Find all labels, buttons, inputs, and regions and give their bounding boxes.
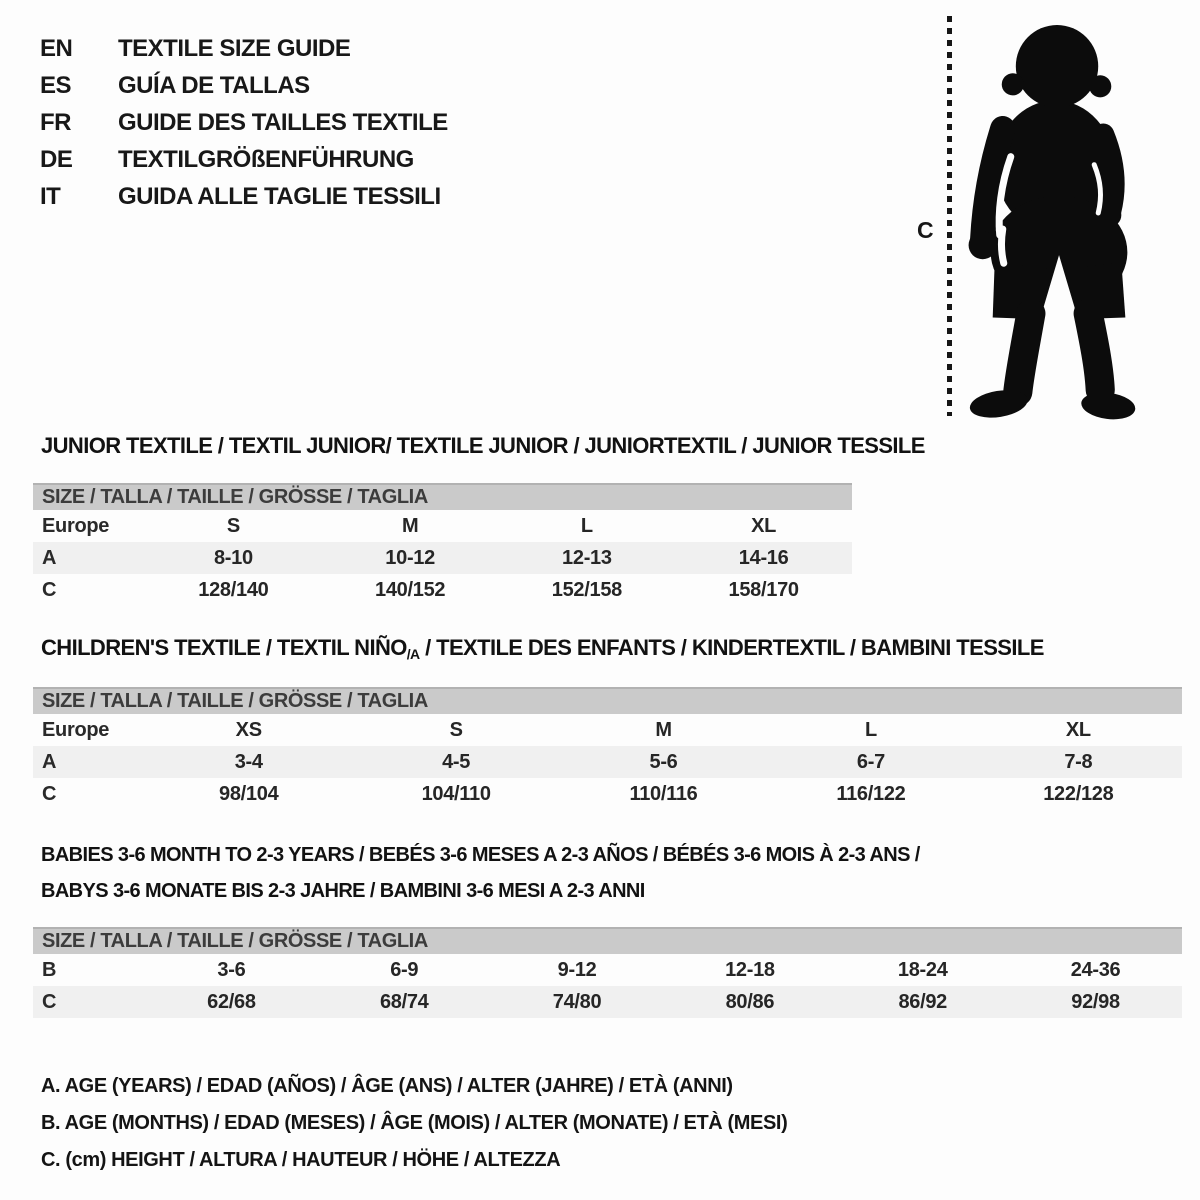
height-cell: 110/116: [629, 782, 698, 805]
row-label: B: [42, 958, 57, 981]
months-cell: 9-12: [557, 958, 597, 981]
size-header-bar: SIZE / TALLA / TAILLE / GRÖSSE / TAGLIA: [33, 483, 852, 510]
junior-size-table: [33, 483, 852, 606]
months-cell: 18-24: [897, 958, 948, 981]
row-label: A: [42, 750, 57, 773]
section-title-junior: JUNIOR TEXTILE / TEXTIL JUNIOR/ TEXTILE JUNIOR / JUNIORTEXTIL / JUNIOR TESSILE: [41, 433, 925, 458]
months-cell: 24-36: [1070, 958, 1121, 981]
size-cell: XS: [235, 718, 262, 741]
age-cell: 7-8: [1064, 750, 1093, 773]
legend: [41, 1068, 787, 1179]
section-title-babies-line2: BABYS 3-6 MONATE BIS 2-3 JAHRE / BAMBINI 3-6 MESI A 2-3 ANNI: [41, 880, 645, 902]
legend-item-b: B. AGE (MONTHS) / EDAD (MESES) / ÂGE (MOIS) / ALTER (MONATE) / ETÀ (MESI): [41, 1112, 788, 1134]
page-title-de: TEXTILGRÖßENFÜHRUNG: [118, 145, 414, 173]
age-cell: 5-6: [649, 750, 678, 773]
months-cell: 12-18: [725, 958, 775, 981]
months-cell: 6-9: [390, 958, 419, 981]
height-measure-label: C: [917, 217, 934, 243]
page-title-fr: GUIDE DES TAILLES TEXTILE: [118, 108, 448, 136]
age-cell: 4-5: [442, 750, 471, 773]
language-code: IT: [40, 182, 61, 210]
height-cell: 116/122: [836, 782, 906, 805]
height-cell: 104/110: [421, 782, 491, 805]
page-title-es: GUÍA DE TALLAS: [118, 71, 310, 99]
row-label: C: [42, 578, 57, 601]
age-cell: 14-16: [738, 546, 789, 569]
height-cell: 86/92: [898, 990, 947, 1013]
size-cell: S: [226, 514, 240, 537]
height-cell: 122/128: [1043, 782, 1114, 805]
title-subscript: /A: [406, 646, 420, 662]
row-label: Europe: [42, 514, 110, 537]
language-row-fr: [40, 104, 448, 141]
language-code: DE: [40, 145, 73, 173]
language-row-es: [40, 67, 448, 104]
table-row-europe: [33, 510, 852, 542]
height-cell: 158/170: [728, 578, 799, 601]
language-code: ES: [40, 71, 72, 99]
height-cell: 152/158: [551, 578, 622, 601]
height-cell: 80/86: [725, 990, 775, 1013]
section-title-babies-line1: BABIES 3-6 MONTH TO 2-3 YEARS / BEBÉS 3-6 MESES A 2-3 AÑOS / BÉBÉS 3-6 MOIS À 2-3 ANS /: [41, 844, 920, 866]
page-title-en: TEXTILE SIZE GUIDE: [118, 34, 351, 62]
size-cell: XL: [1065, 718, 1091, 741]
size-header-bar: SIZE / TALLA / TAILLE / GRÖSSE / TAGLIA: [33, 927, 1182, 954]
language-title-list: [40, 30, 448, 215]
table-row-height: [33, 778, 1182, 810]
height-cell: 98/104: [219, 782, 279, 805]
language-code: EN: [40, 34, 73, 62]
table-row-months: [33, 954, 1182, 986]
section-title-children: [41, 635, 1044, 663]
language-code: FR: [40, 108, 71, 136]
size-cell: L: [580, 514, 593, 537]
page-title-it: GUIDA ALLE TAGLIE TESSILI: [118, 182, 441, 210]
size-header-bar: SIZE / TALLA / TAILLE / GRÖSSE / TAGLIA: [33, 687, 1182, 714]
age-cell: 8-10: [213, 546, 253, 569]
table-row-height: [33, 986, 1182, 1018]
language-row-it: [40, 178, 448, 215]
height-cell: 62/68: [207, 990, 256, 1013]
language-row-de: [40, 141, 448, 178]
legend-item-a: A. AGE (YEARS) / EDAD (AÑOS) / ÂGE (ANS) / ALTER (JAHRE) / ETÀ (ANNI): [41, 1075, 733, 1097]
row-label: A: [42, 546, 57, 569]
height-cell: 74/80: [552, 990, 602, 1013]
table-row-age: [33, 542, 852, 574]
row-label: C: [42, 990, 57, 1013]
legend-item-c: C. (cm) HEIGHT / ALTURA / HAUTEUR / HÖHE / ALTEZZA: [41, 1149, 561, 1171]
table-row-europe: [33, 714, 1182, 746]
table-row-age: [33, 746, 1182, 778]
height-cell: 140/152: [375, 578, 446, 601]
height-cell: 92/98: [1071, 990, 1120, 1013]
children-size-table: [33, 687, 1182, 810]
size-cell: L: [864, 718, 877, 741]
height-cell: 128/140: [198, 578, 269, 601]
size-cell: XL: [751, 514, 777, 537]
height-measure-dashed-line: [947, 16, 952, 416]
height-cell: 68/74: [379, 990, 429, 1013]
size-cell: S: [449, 718, 463, 741]
size-cell: M: [401, 514, 419, 537]
row-label: Europe: [42, 718, 110, 741]
age-cell: 3-4: [234, 750, 263, 773]
table-row-height: [33, 574, 852, 606]
age-cell: 12-13: [562, 546, 612, 569]
title-text: / TEXTILE DES ENFANTS / KINDERTEXTIL / BAMBINI TESSILE: [419, 635, 1044, 660]
title-text: CHILDREN'S TEXTILE / TEXTIL NIÑO: [41, 635, 407, 660]
age-cell: 10-12: [385, 546, 435, 569]
size-cell: M: [655, 718, 672, 741]
months-cell: 3-6: [217, 958, 246, 981]
babies-size-table: [33, 927, 1182, 1018]
age-cell: 6-7: [856, 750, 885, 773]
row-label: C: [42, 782, 57, 805]
language-row-en: [40, 30, 448, 67]
baby-silhouette-icon: [964, 16, 1142, 420]
